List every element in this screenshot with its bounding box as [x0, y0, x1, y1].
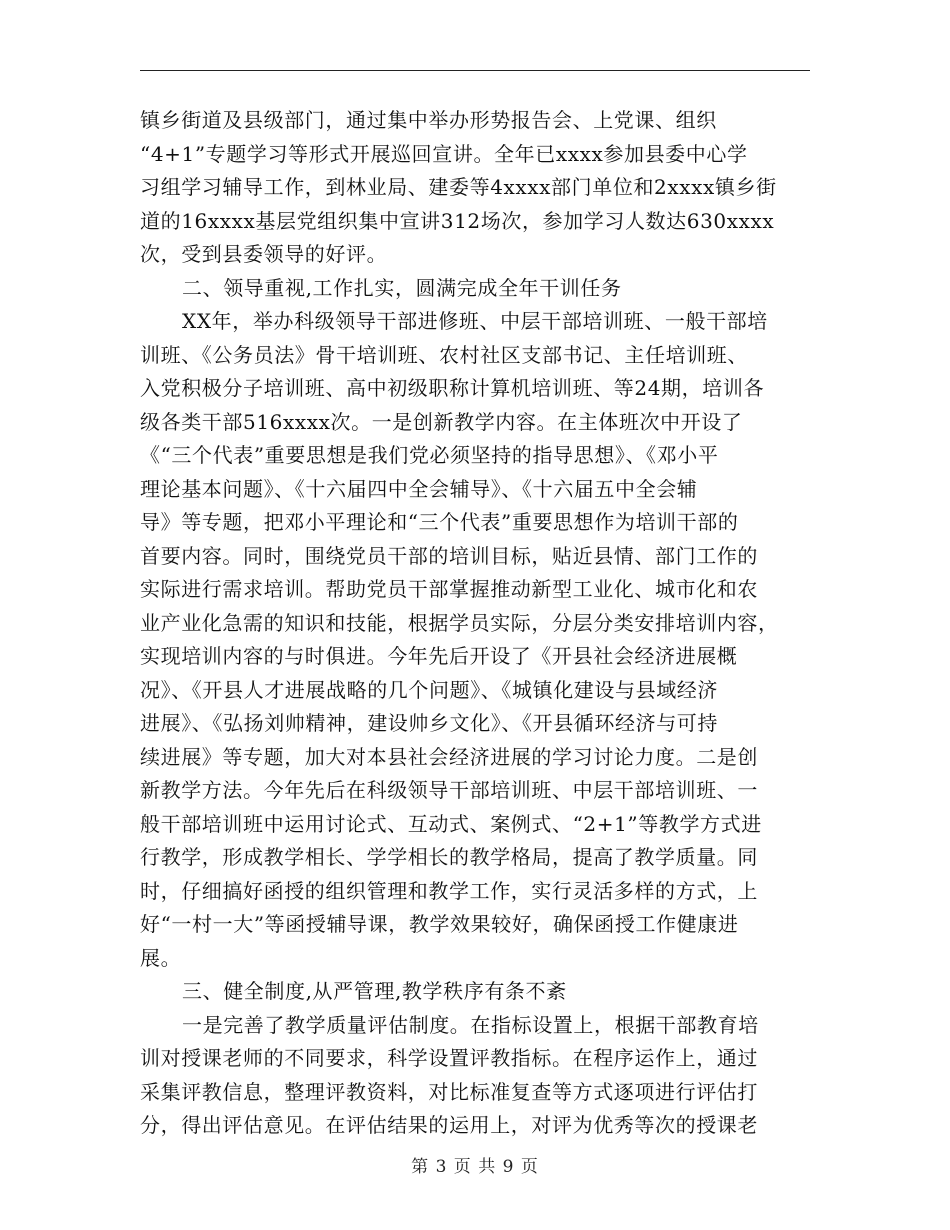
text-line: 首要内容。同时，围绕党员干部的培训目标，贴近县情、部门工作的 — [140, 543, 758, 568]
text-line: 习组学习辅导工作，到林业局、建委等4xxxx部门单位和2xxxx镇乡街 — [140, 175, 777, 199]
header-rule — [140, 70, 810, 71]
text-line: 好“一村一大”等函授辅导课，教学效果较好，确保函授工作健康进 — [140, 912, 739, 936]
section-heading-2: 二、领导重视,工作扎实，圆满完成全年干训任务 — [182, 275, 622, 300]
page-number-footer: 第 3 页 共 9 页 — [411, 1157, 539, 1177]
text-line: 级各类干部516xxxx次。一是创新教学内容。在主体班次中开设了 — [140, 409, 743, 434]
text-line: 续进展》等专题，加大对本县社会经济进展的学习讨论力度。二是创 — [140, 744, 758, 769]
body-text — [140, 104, 810, 1143]
text-line: 实现培训内容的与时俱进。今年先后开设了《开县社会经济进展概 — [140, 644, 738, 668]
text-line: “4+1”专题学习等形式开展巡回宣讲。全年已xxxx参加县委中心学 — [140, 141, 748, 166]
paragraph-start: XX年，举办科级领导干部进修班、中层干部培训班、一般干部培 — [182, 309, 768, 333]
text-line: 展。 — [140, 945, 182, 970]
text-line: 理论基本问题》、《十六届四中全会辅导》、《十六届五中全会辅 — [140, 476, 698, 501]
text-line: 业产业化急需的知识和技能，根据学员实际，分层分类安排培训内容， — [140, 610, 779, 635]
section-heading-3: 三、健全制度,从严管理,教学秩序有条不紊 — [182, 979, 567, 1003]
text-line: 次，受到县委领导的好评。 — [140, 242, 388, 266]
text-line: 般干部培训班中运用讨论式、互动式、案例式、“2+1”等教学方式进 — [140, 811, 762, 836]
text-line: 采集评教信息，整理评教资料，对比标准复查等方式逐项进行评估打 — [140, 1079, 758, 1104]
text-line: 入党积极分子培训班、高中初级职称计算机培训班、等24期，培训各 — [140, 376, 765, 400]
text-line: 训对授课老师的不同要求，科学设置评教指标。在程序运作上，通过 — [140, 1046, 758, 1070]
text-line: 训班、《公务员法》骨干培训班、农村社区支部书记、主任培训班、 — [140, 342, 748, 367]
text-line: 《“三个代表”重要思想是我们党必须坚持的指导思想》、《邓小平 — [140, 443, 719, 467]
text-line: 导》等专题，把邓小平理论和“三个代表”重要思想作为培训干部的 — [140, 510, 739, 534]
text-line: 分，得出评估意见。在评估结果的运用上，对评为优秀等次的授课老 — [140, 1113, 758, 1137]
paragraph-start: 一是完善了教学质量评估制度。在指标设置上，根据干部教育培 — [182, 1012, 759, 1037]
text-line: 实际进行需求培训。帮助党员干部掌握推动新型工业化、城市化和农 — [140, 577, 758, 601]
text-line: 进展》、《弘扬刘帅精神，建设帅乡文化》、《开县循环经济与可持 — [140, 711, 718, 735]
text-line: 行教学，形成教学相长、学学相长的教学格局，提高了教学质量。同 — [140, 845, 758, 869]
text-line: 镇乡街道及县级部门，通过集中举办形势报告会、上党课、组织 — [140, 108, 717, 132]
text-line: 时，仔细搞好函授的组织管理和教学工作，实行灵活多样的方式，上 — [140, 878, 758, 903]
text-line: 况》、《开县人才进展战略的几个问题》、《城镇化建设与县域经济 — [140, 677, 718, 702]
text-line: 道的16xxxx基层党组织集中宣讲312场次，参加学习人数达630xxxx — [140, 208, 775, 233]
text-line: 新教学方法。今年先后在科级领导干部培训班、中层干部培训班、一 — [140, 778, 758, 802]
